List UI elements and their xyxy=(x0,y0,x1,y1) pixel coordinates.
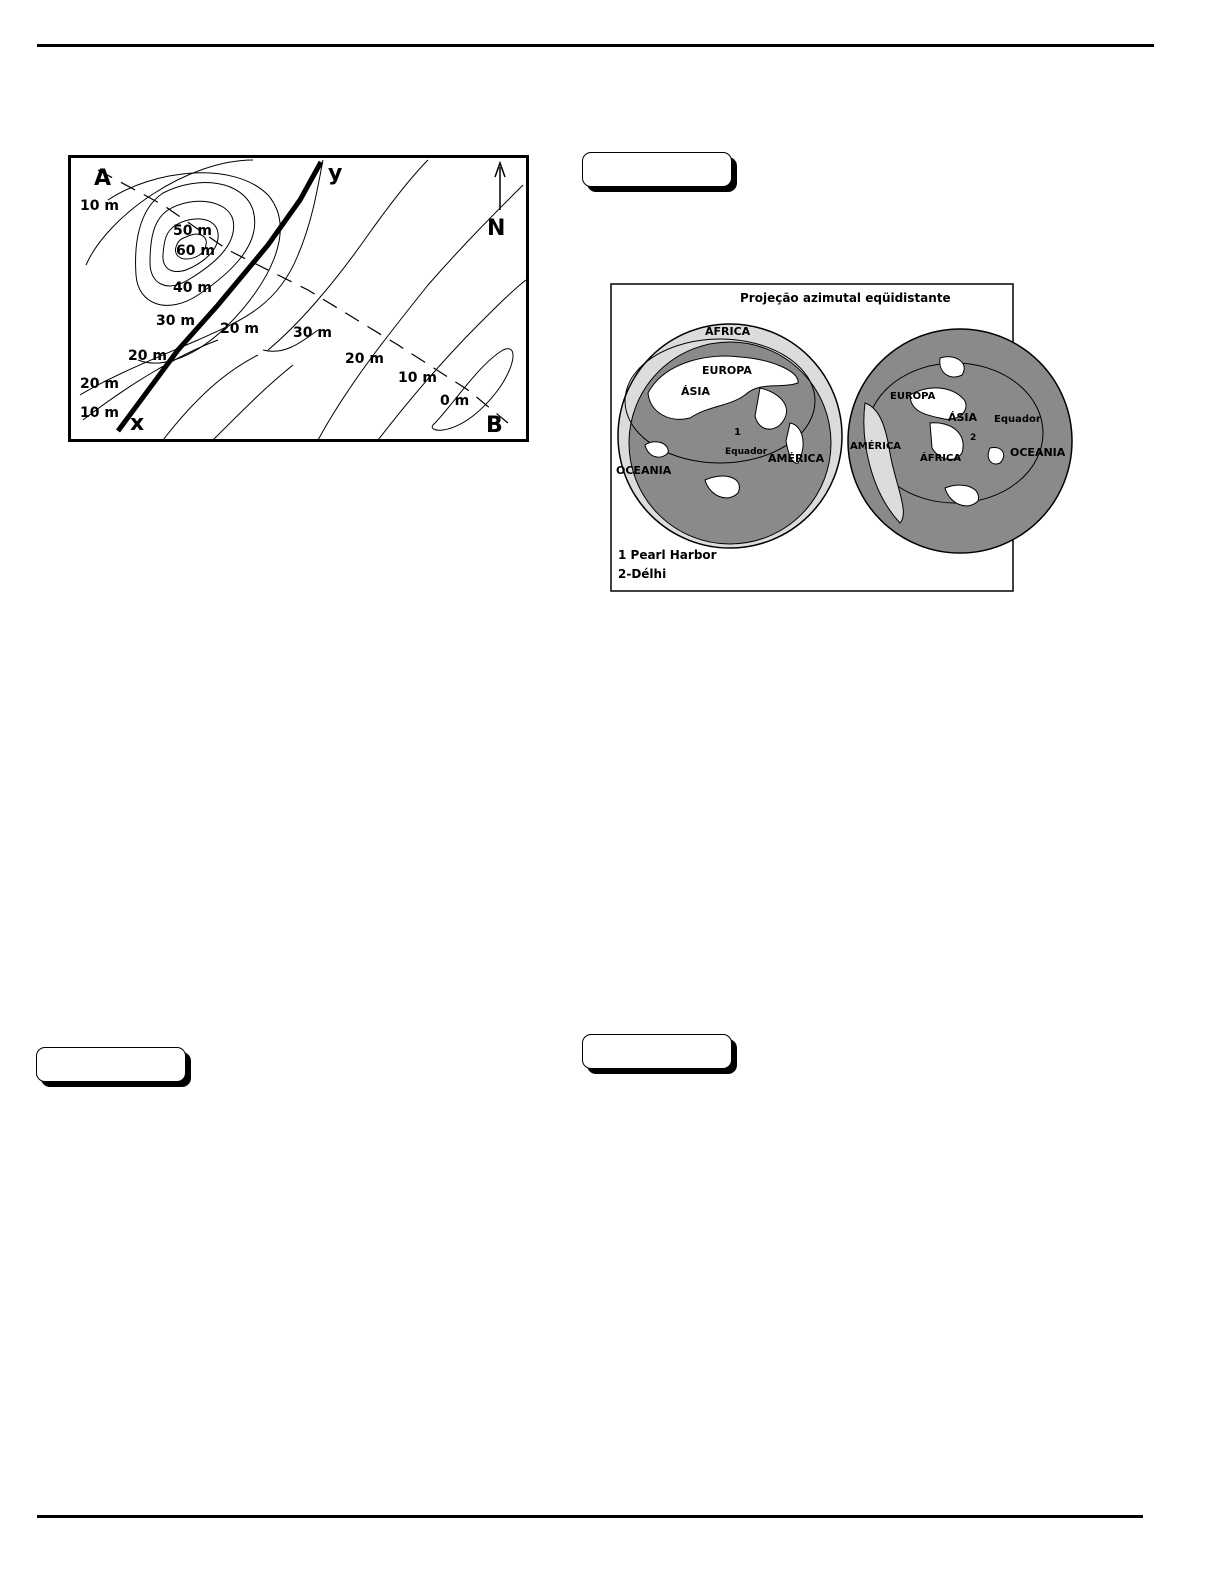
bottom-rule xyxy=(37,1515,1143,1518)
left-equador-label: Equador xyxy=(725,447,768,457)
label-north: N xyxy=(487,216,506,241)
azimuthal-projection-map xyxy=(610,283,1090,596)
contour-label-10m: 10 m xyxy=(80,198,119,214)
contour-label-20m-road: 20 m xyxy=(220,321,259,337)
map-title: Projeção azimutal eqüidistante xyxy=(740,291,951,305)
contour-label-20m-sw: 20 m xyxy=(80,376,119,392)
contour-label-20m-east: 20 m xyxy=(345,351,384,367)
top-rule xyxy=(37,44,1154,47)
contour-label-50m: 50 m xyxy=(173,223,212,239)
label-y: y xyxy=(328,161,343,186)
legend-item-2: 2-Délhi xyxy=(618,567,667,581)
right-asia-label: ÁSIA xyxy=(948,411,978,424)
right-oceania-label: OCEANIA xyxy=(1010,446,1066,459)
right-point-2-label: 2 xyxy=(970,433,977,443)
contour-label-30m-east: 30 m xyxy=(293,325,332,341)
right-oceania-shape xyxy=(988,447,1003,464)
left-america-label: AMÉRICA xyxy=(768,452,825,465)
question-number-box xyxy=(36,1047,186,1082)
contour-label-30m: 30 m xyxy=(156,313,195,329)
left-europa-label: EUROPA xyxy=(702,364,752,377)
contour-label-10m-east: 10 m xyxy=(398,370,437,386)
contour-label-40m: 40 m xyxy=(173,280,212,296)
topographic-map-svg xyxy=(68,155,529,442)
label-b: B xyxy=(486,413,503,438)
legend-item-1: 1 Pearl Harbor xyxy=(618,548,717,562)
left-point-1-label: 1 xyxy=(734,427,741,438)
contour-label-60m: 60 m xyxy=(176,243,215,259)
contour-label-0m: 0 m xyxy=(440,393,470,409)
label-a: A xyxy=(94,166,112,191)
right-equador-label: Equador xyxy=(994,414,1041,425)
right-africa-label: ÁFRICA xyxy=(920,453,962,464)
left-oceania-label: OCEANIA xyxy=(616,464,672,477)
left-africa-label: ÁFRICA xyxy=(705,325,751,338)
azimuthal-projection-svg xyxy=(610,283,1090,596)
left-asia-label: ÁSIA xyxy=(681,385,711,398)
question-number-box xyxy=(582,1034,732,1069)
topographic-map xyxy=(68,155,529,442)
contour-label-20m: 20 m xyxy=(128,348,167,364)
right-europa-label: EUROPA xyxy=(890,391,936,402)
label-x: x xyxy=(130,411,145,436)
question-number-box xyxy=(582,152,732,187)
right-america-label: AMÉRICA xyxy=(850,441,902,452)
contour-label-10m-sw: 10 m xyxy=(80,405,119,421)
